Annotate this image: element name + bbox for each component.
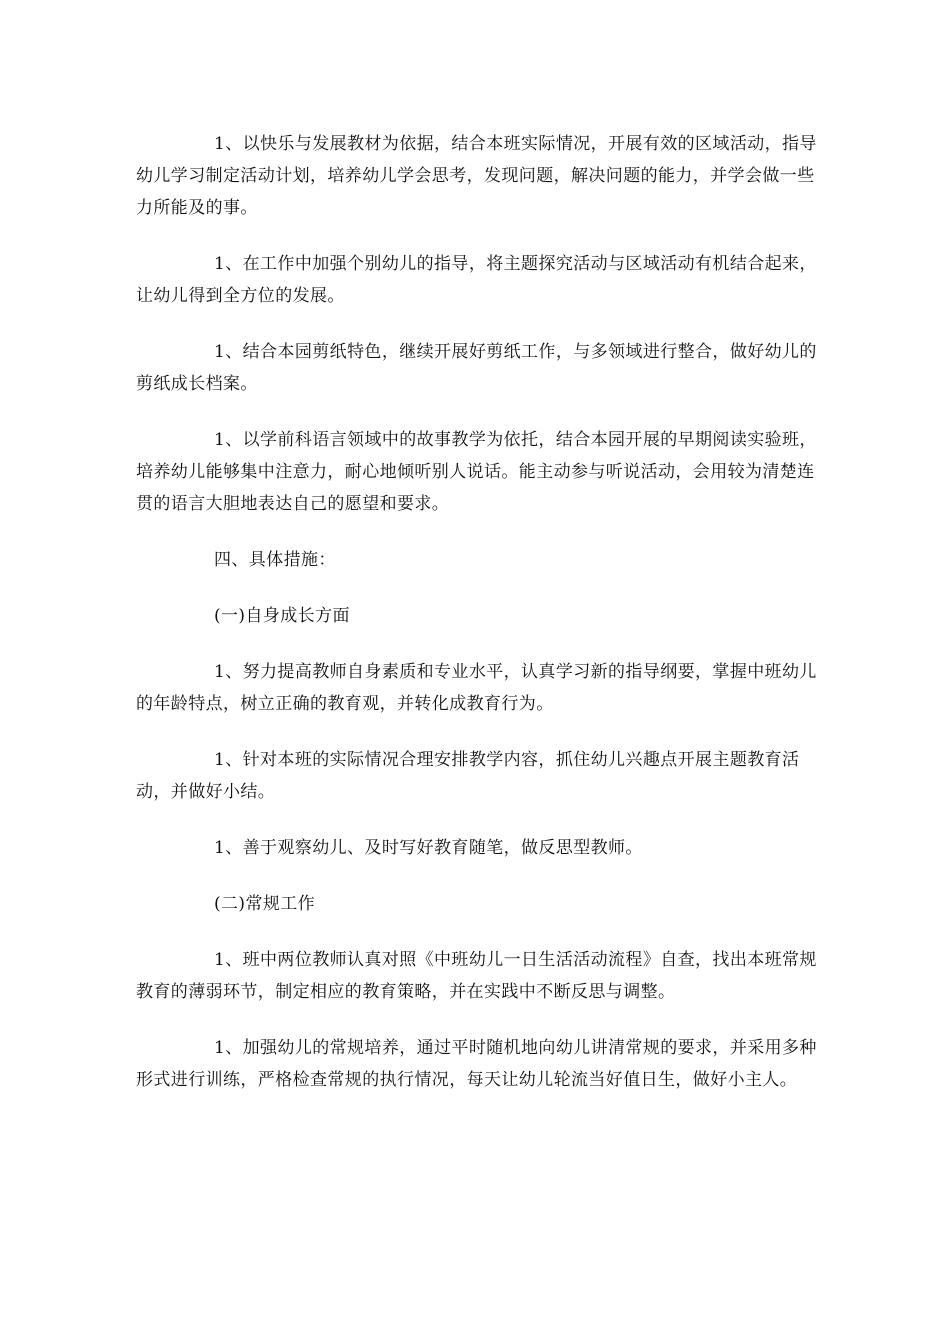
section-heading-measures: 四、具体措施： — [214, 550, 336, 570]
subsection-heading-self-growth: (一)自身成长方面 — [214, 606, 350, 626]
paragraph-area-activities: 1、以快乐与发展教材为依据，结合本班实际情况，开展有效的区域活动，指导幼儿学习制定活动计划，培养幼儿学会思考，发现问题，解决问题的能力，并学会做一些力所能及的事。 — [136, 134, 817, 218]
document-body — [136, 128, 824, 1096]
paragraph-routine-training: 1、加强幼儿的常规培养，通过平时随机地向幼儿讲清常规的要求，并采用多种形式进行训练，严格检查常规的执行情况，每天让幼儿轮流当好值日生，做好小主人。 — [136, 1038, 817, 1090]
paragraph-routine-self-check: 1、班中两位教师认真对照《中班幼儿一日生活活动流程》自查，找出本班常规教育的薄弱环节，制定相应的教育策略，并在实践中不断反思与调整。 — [136, 950, 817, 1002]
paragraph-individual-guidance: 1、在工作中加强个别幼儿的指导，将主题探究活动与区域活动有机结合起来，让幼儿得到全方位的发展。 — [136, 254, 817, 306]
paragraph-teaching-content: 1、针对本班的实际情况合理安排教学内容，抓住幼儿兴趣点开展主题教育活动，并做好小结。 — [136, 750, 800, 802]
subsection-heading-routine-work: (二)常规工作 — [214, 894, 316, 914]
paragraph-paper-cutting: 1、结合本园剪纸特色，继续开展好剪纸工作，与多领域进行整合，做好幼儿的剪纸成长档案。 — [136, 342, 817, 394]
paragraph-reflective-teacher: 1、善于观察幼儿、及时写好教育随笔，做反思型教师。 — [214, 838, 643, 858]
paragraph-language-domain: 1、以学前科语言领域中的故事教学为依托，结合本园开展的早期阅读实验班，培养幼儿能够集中注意力，耐心地倾听别人说话。能主动参与听说活动，会用较为清楚连贯的语言大胆地表达自己的愿望和要求。 — [136, 430, 817, 514]
paragraph-teacher-quality: 1、努力提高教师自身素质和专业水平，认真学习新的指导纲要，掌握中班幼儿的年龄特点，树立正确的教育观，并转化成教育行为。 — [136, 662, 817, 714]
